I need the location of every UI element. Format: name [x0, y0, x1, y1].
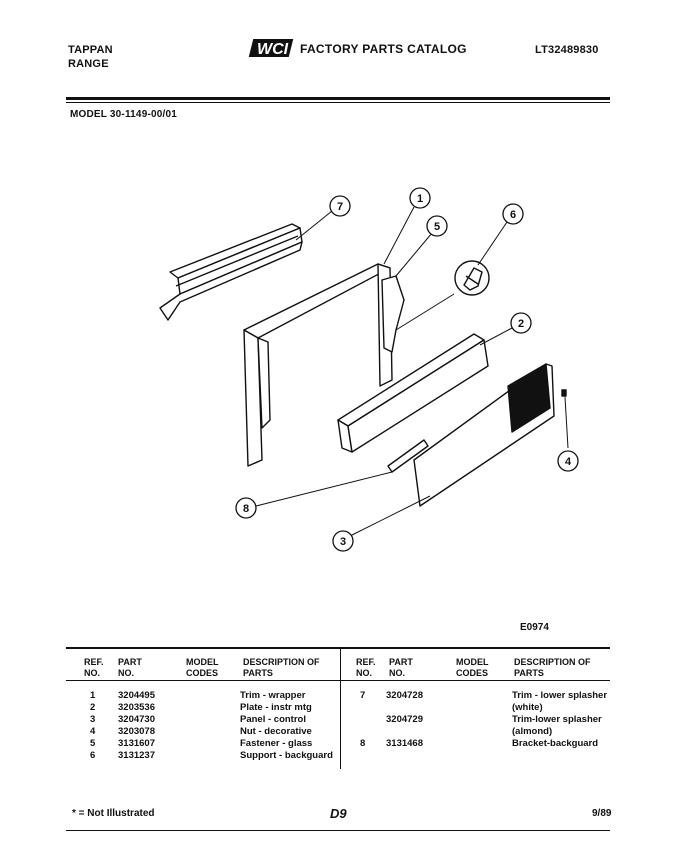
table-cell-part: 3131468 — [386, 738, 423, 749]
table-cell-desc: Trim-lower splasher — [512, 714, 602, 725]
table-cell-part: 3131237 — [118, 750, 155, 761]
table-cell-part: 3204495 — [118, 690, 155, 701]
table-cell-ref: 7 — [360, 690, 366, 701]
header-desc-right: DESCRIPTION OF PARTS — [514, 657, 591, 678]
table-column-divider — [340, 649, 341, 769]
part-4-nut-decorative — [562, 390, 566, 396]
revision-date: 9/89 — [592, 808, 612, 819]
header-model-left: MODEL CODES — [186, 657, 219, 678]
footer-rule — [66, 830, 610, 831]
table-rule-top — [66, 647, 610, 649]
footnote-not-illustrated: * = Not Illustrated — [72, 808, 155, 819]
part-7-trim-lower-splasher — [160, 224, 302, 320]
callout-7-label: 7 — [336, 201, 344, 213]
table-cell-desc: Nut - decorative — [240, 726, 312, 737]
header-ref-right: REF. NO. — [356, 657, 376, 678]
table-cell-part — [386, 702, 423, 714]
callout-4-label: 4 — [564, 456, 572, 468]
left-desc-column — [240, 690, 333, 762]
table-cell-desc — [512, 750, 607, 762]
table-cell-desc: (white) — [512, 702, 543, 713]
header-part-right: PART NO. — [389, 657, 413, 678]
part-1-trim-wrapper — [244, 264, 404, 466]
table-cell-ref: 2 — [90, 702, 96, 713]
table-cell-ref — [360, 702, 365, 714]
table-cell-desc: (almond) — [512, 726, 553, 737]
table-rule-header — [66, 680, 610, 681]
table-cell-part: 3203078 — [118, 726, 155, 737]
right-part-column — [386, 690, 423, 762]
left-part-column — [118, 690, 155, 762]
table-cell-part: 3204730 — [118, 714, 155, 725]
table-cell-ref: 1 — [90, 690, 96, 701]
table-cell-ref: 4 — [90, 726, 96, 737]
header-ref-left: REF. NO. — [84, 657, 104, 678]
callout-6-label: 6 — [509, 209, 517, 221]
table-cell-desc: Plate - instr mtg — [240, 702, 312, 713]
table-cell-part — [386, 726, 423, 738]
table-cell-desc: Trim - wrapper — [240, 690, 306, 701]
table-cell-part: 3203536 — [118, 702, 155, 713]
brand-line-2: RANGE — [68, 58, 109, 70]
callout-2-label: 2 — [517, 318, 525, 330]
table-cell-desc: Trim - lower splasher — [512, 690, 608, 701]
header-desc-left: DESCRIPTION OF PARTS — [243, 657, 320, 678]
header-part-left: PART NO. — [118, 657, 142, 678]
part-6-support-backguard — [455, 261, 489, 295]
logo-text: WCI — [257, 41, 289, 58]
table-cell-part: 3204728 — [386, 690, 423, 701]
table-cell-ref — [360, 750, 365, 762]
left-ref-column — [90, 690, 95, 762]
table-cell-part: 3204729 — [386, 714, 423, 725]
right-desc-column — [512, 690, 607, 762]
table-cell-desc: Fastener - glass — [240, 738, 313, 749]
callout-8-label: 8 — [242, 503, 250, 515]
brand-line-1: TAPPAN — [68, 44, 113, 56]
table-cell-part — [386, 750, 423, 762]
table-cell-part: 3131607 — [118, 738, 155, 749]
table-cell-ref: 3 — [90, 714, 96, 725]
table-cell-ref — [360, 726, 365, 738]
catalog-title: FACTORY PARTS CATALOG — [300, 42, 467, 56]
callout-3-label: 3 — [339, 536, 347, 548]
catalog-number: LT32489830 — [535, 44, 599, 56]
table-cell-desc: Support - backguard — [240, 750, 333, 761]
table-cell-ref — [360, 714, 365, 726]
table-cell-ref: 8 — [360, 738, 366, 749]
header-model-right: MODEL CODES — [456, 657, 489, 678]
figure-code: E0974 — [520, 622, 549, 633]
right-ref-column — [360, 690, 365, 762]
model-label: MODEL 30-1149-00/01 — [70, 109, 178, 120]
table-cell-ref: 5 — [90, 738, 96, 749]
page-number: D9 — [330, 806, 347, 821]
table-cell-ref: 6 — [90, 750, 96, 761]
callout-1-label: 1 — [416, 193, 424, 205]
table-cell-desc: Panel - control — [240, 714, 306, 725]
table-cell-desc: Bracket-backguard — [512, 738, 599, 749]
callout-5-label: 5 — [433, 221, 441, 233]
